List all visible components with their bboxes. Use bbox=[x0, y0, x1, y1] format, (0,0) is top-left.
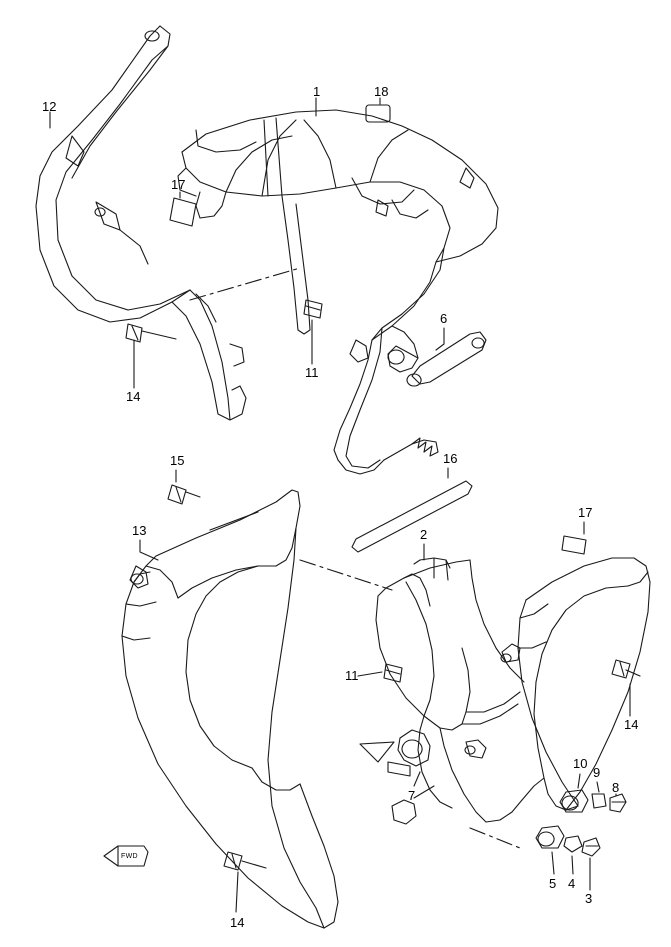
part-17-pad-lower bbox=[562, 536, 586, 554]
part-11-clip-upper bbox=[304, 300, 322, 318]
part-13-lower-cowl-left bbox=[122, 490, 338, 928]
callout-9: 9 bbox=[593, 765, 601, 780]
callout-17-lower: 17 bbox=[578, 505, 593, 520]
part-16-strip bbox=[352, 481, 472, 552]
callout-6: 6 bbox=[440, 311, 448, 326]
callout-8: 8 bbox=[612, 780, 620, 795]
callout-11-lower: 11 bbox=[345, 668, 359, 683]
callout-3: 3 bbox=[585, 891, 593, 906]
part-18-emblem bbox=[366, 105, 390, 122]
hardware-group-lower bbox=[536, 826, 600, 856]
callout-18: 18 bbox=[374, 84, 389, 99]
callout-10: 10 bbox=[573, 756, 588, 771]
part-6-stay bbox=[407, 332, 486, 386]
part-1-cowl bbox=[178, 110, 498, 474]
callout-7: 7 bbox=[408, 788, 416, 803]
part-17-pad-upper bbox=[170, 198, 196, 226]
callout-12: 12 bbox=[42, 99, 57, 114]
callout-11-upper: 11 bbox=[305, 365, 319, 380]
part-2-center-panel bbox=[376, 558, 524, 730]
callout-13: 13 bbox=[132, 523, 147, 538]
callout-14-upper: 14 bbox=[126, 389, 141, 404]
callout-15: 15 bbox=[170, 453, 185, 468]
callout-5: 5 bbox=[549, 876, 557, 891]
callout-4: 4 bbox=[568, 876, 576, 891]
callout-2: 2 bbox=[420, 527, 428, 542]
part-12-panel bbox=[36, 26, 246, 420]
part-15-screw bbox=[168, 485, 200, 504]
callout-14-right: 14 bbox=[624, 717, 639, 732]
callout-14-bottom: 14 bbox=[230, 915, 245, 930]
part-14-screw-bottom bbox=[224, 852, 266, 870]
callout-16: 16 bbox=[443, 451, 458, 466]
fwd-label: FWD bbox=[121, 853, 138, 860]
callout-17-upper: 17 bbox=[171, 177, 186, 192]
callout-1: 1 bbox=[313, 84, 321, 99]
part-2-lower-cowl-right bbox=[360, 558, 650, 824]
part-14-screw-right bbox=[612, 660, 640, 678]
part-14-screw-upper bbox=[126, 324, 176, 342]
